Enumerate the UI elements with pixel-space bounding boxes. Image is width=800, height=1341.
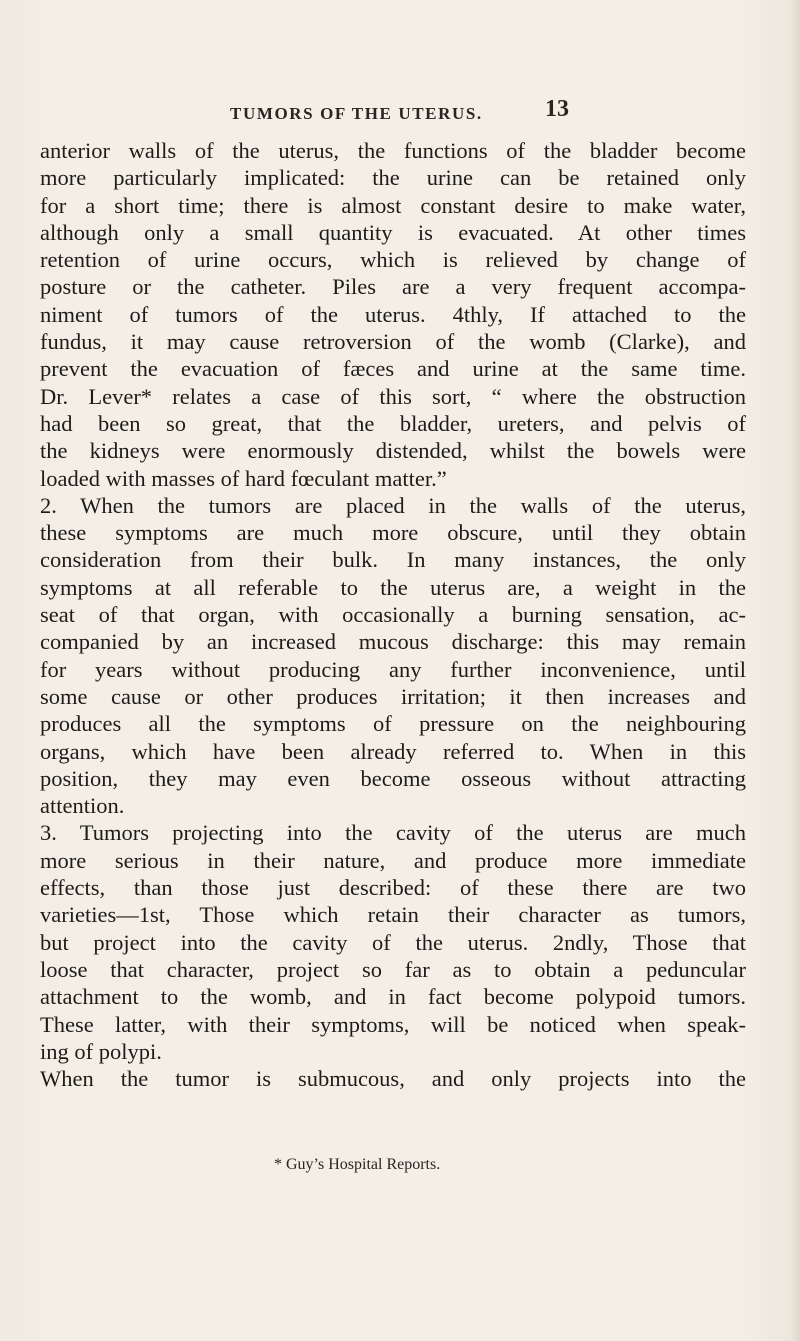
text-line: symptoms at all referable to the uterus are, a weight in the [40, 574, 746, 600]
text-line: varieties—1st, Those which retain their character as tumors, [40, 902, 746, 928]
text-line: 2. When the tumors are placed in the walls of the uterus, [40, 492, 746, 518]
text-line: prevent the evacuation of fæces and urine at the same time. [40, 356, 746, 382]
text-line: but project into the cavity of the uterus. 2ndly, Those that [40, 929, 746, 955]
text-line: some cause or other produces irritation; it then increases and [40, 683, 746, 709]
text-line: loose that character, project so far as to obtain a peduncular [40, 956, 746, 982]
text-line: consideration from their bulk. In many instances, the only [40, 547, 746, 573]
text-line: retention of urine occurs, which is relieved by change of [40, 247, 746, 273]
text-line: for a short time; there is almost constant desire to make water, [40, 192, 746, 218]
text-line: When the tumor is submucous, and only projects into the [40, 1066, 746, 1092]
text-line: ing of polypi. [40, 1038, 162, 1064]
page-number: 13 [545, 96, 569, 122]
text-line: loaded with masses of hard fœculant matter.” [40, 465, 447, 491]
footnote: * Guy’s Hospital Reports. [274, 1156, 441, 1173]
text-line: more serious in their nature, and produce more immediate [40, 847, 746, 873]
text-line: organs, which have been already referred to. When in this [40, 738, 746, 764]
text-line: Dr. Lever* relates a case of this sort, “ where the obstruction [40, 383, 746, 409]
text-line: fundus, it may cause retroversion of the womb (Clarke), and [40, 329, 746, 355]
text-line: seat of that organ, with occasionally a burning sensation, ac- [40, 602, 746, 628]
text-line: position, they may even become osseous without attracting [40, 765, 746, 791]
text-line: produces all the symptoms of pressure on the neighbouring [40, 711, 746, 737]
page-edge-shadow [790, 0, 800, 1341]
text-line: posture or the catheter. Piles are a very frequent accompa- [40, 274, 746, 300]
text-line: attention. [40, 793, 125, 819]
text-line: for years without producing any further inconvenience, until [40, 656, 746, 682]
text-line: had been so great, that the bladder, ureters, and pelvis of [40, 410, 746, 436]
text-line: anterior walls of the uterus, the functions of the bladder become [40, 138, 746, 163]
text-line: effects, than those just described: of these there are two [40, 875, 746, 901]
text-line: niment of tumors of the uterus. 4thly, If attached to the [40, 301, 746, 327]
text-line: more particularly implicated: the urine can be retained only [40, 165, 746, 191]
text-line: the kidneys were enormously distended, whilst the bowels were [40, 438, 746, 464]
text-line: 3. Tumors projecting into the cavity of the uterus are much [40, 820, 746, 846]
text-line: companied by an increased mucous discharge: this may remain [40, 629, 746, 655]
text-line: these symptoms are much more obscure, until they obtain [40, 520, 746, 546]
text-line: These latter, with their symptoms, will be noticed when speak- [40, 1011, 746, 1037]
running-head: TUMORS OF THE UTERUS. [230, 104, 483, 123]
body-text [40, 137, 746, 1092]
text-line: although only a small quantity is evacuated. At other times [40, 219, 746, 245]
text-line: attachment to the womb, and in fact become polypoid tumors. [40, 984, 746, 1010]
